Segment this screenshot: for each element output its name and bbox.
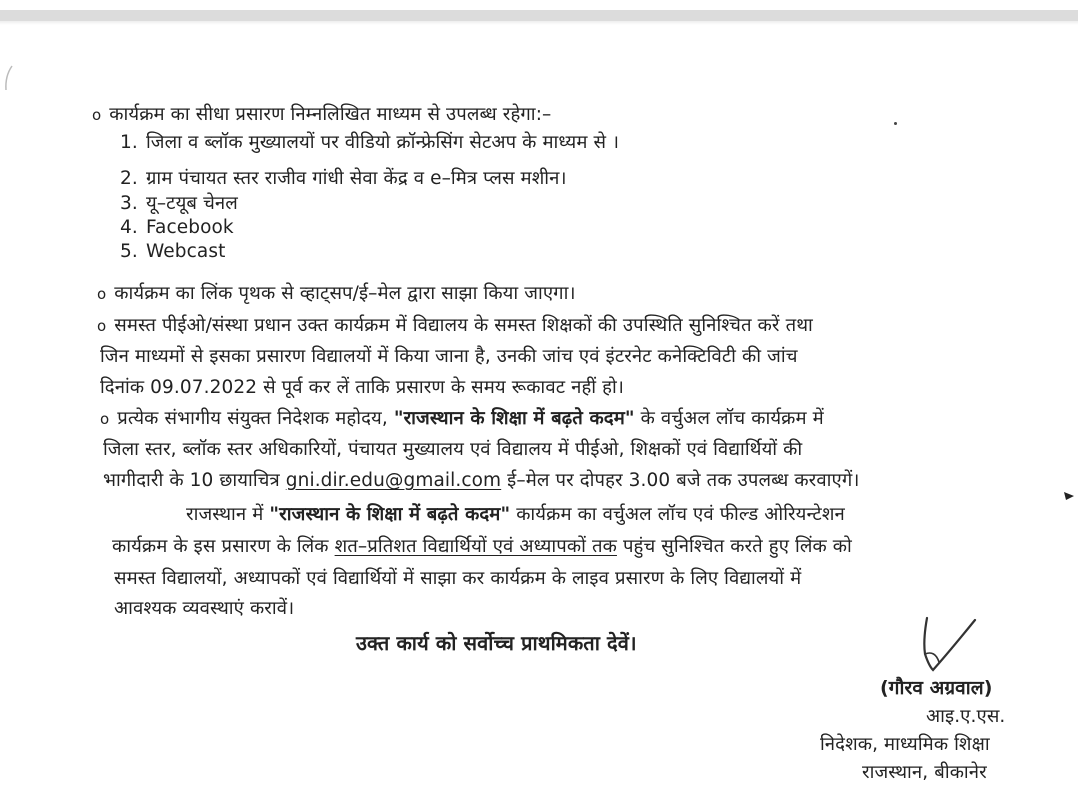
para-text1b: कार्यक्रम का वर्चुअल लॉच एवं फील्ड ओरियन्टेशन	[516, 504, 845, 525]
para-line2	[112, 535, 852, 559]
edge-arrow-mark	[1062, 490, 1076, 506]
para-line1	[186, 503, 845, 527]
list-number: 1.	[120, 132, 138, 153]
bullet-jd-line2: जिला स्तर, ब्लॉक स्तर अधिकारियों, पंचायत मुख्यालय एवं विद्यालय में पीईओ, शिक्षकों एवं विद्यार्थियों की	[103, 439, 803, 460]
bullet-pei-line3: दिनांक 09.07.2022 से पूर्व कर लें ताकि प्रसारण के समय रूकावट नहीं हो।	[100, 377, 624, 398]
list-text: यू–टयूब चेनल	[146, 193, 238, 214]
list-item	[120, 131, 619, 155]
signatory-service: आइ.ए.एस.	[926, 706, 1006, 727]
list-text: Webcast	[146, 241, 226, 262]
bullet-link-text: कार्यक्रम का लिंक पृथक से व्हाट्सप/ई–मेल द्वारा साझा किया जाएगा।	[114, 283, 576, 304]
priority-note: उक्त कार्य को सर्वोच्च प्राथमिकता देवें।	[356, 631, 637, 655]
bullet-mark: o	[97, 285, 107, 303]
list-number: 3.	[120, 193, 138, 214]
list-number: 5.	[120, 241, 138, 262]
bullet-pei-line1	[97, 314, 813, 338]
campaign-title: "राजस्थान के शिक्षा में बढ़ते कदम"	[393, 408, 635, 429]
list-text: ग्राम पंचायत स्तर राजीव गांधी सेवा केंद्र व e–मित्र प्लस मशीन।	[146, 168, 567, 189]
bullet-jd-line1	[100, 407, 824, 431]
ink-dot	[894, 122, 897, 125]
bullet-jd-text3b: ई–मेल पर दोपहर 3.00 बजे तक उपलब्ध करवाएगें।	[507, 470, 860, 491]
bullet-jd-text3a: भागीदारी के 10 छायाचित्र	[103, 470, 280, 491]
list-item	[120, 167, 567, 191]
intro-text: कार्यक्रम का सीधा प्रसारण निम्नलिखित माध्यम से उपलब्ध रहेगा:–	[109, 104, 552, 125]
page-crease-mark	[2, 64, 14, 92]
list-item	[120, 240, 225, 264]
list-item	[120, 216, 234, 240]
bullet-jd-line3	[103, 469, 859, 493]
para-line3: समस्त विद्यालयों, अध्यापकों एवं विद्यार्थियों में साझा कर कार्यक्रम के लाइव प्रसारण के लिए विद्यालयों में	[114, 568, 802, 589]
bullet-pei-line2: जिन माध्यमों से इसका प्रसारण विद्यालयों में किया जाना है, उनकी जांच एवं इंटरनेट कनेक्टिविटी की जांच	[100, 346, 798, 367]
bullet-mark: o	[100, 410, 110, 428]
bullet-mark: o	[92, 106, 102, 124]
bullet-jd-text1a: प्रत्येक संभागीय संयुक्त निदेशक महोदय,	[117, 408, 388, 429]
intro-line	[92, 103, 551, 127]
signatory-name: (गौरव अग्रवाल)	[880, 677, 993, 699]
para-text1a: राजस्थान में	[186, 504, 264, 525]
bullet-mark: o	[97, 317, 107, 335]
list-item	[120, 192, 238, 216]
para-text2b: पहुंच सुनिश्चित करते हुए लिंक को	[622, 536, 852, 557]
email-address: gni.dir.edu@gmail.com	[285, 470, 502, 491]
para-line4: आवश्यक व्यवस्थाएं करावें।	[114, 598, 295, 619]
list-text: Facebook	[146, 217, 234, 238]
handwritten-signature	[905, 610, 995, 680]
signatory-designation: निदेशक, माध्यमिक शिक्षा	[820, 734, 990, 755]
page-edge-shadow	[0, 21, 1078, 25]
list-number: 2.	[120, 168, 138, 189]
list-text: जिला व ब्लॉक मुख्यालयों पर वीडियो क्रॉन्फ्रेसिंग सेटअप के माध्यम से ।	[146, 132, 620, 153]
para-underlined-text: शत–प्रतिशत विद्यार्थियों एवं अध्यापकों तक	[334, 536, 617, 557]
screen-top-border	[0, 10, 1078, 21]
campaign-title: "राजस्थान के शिक्षा में बढ़ते कदम"	[269, 504, 511, 525]
bullet-pei-text1: समस्त पीईओ/संस्था प्रधान उक्त कार्यक्रम में विद्यालय के समस्त शिक्षकों की उपस्थिति सुनिश्चित करें तथा	[114, 315, 813, 336]
list-number: 4.	[120, 217, 138, 238]
bullet-jd-text1b: के वर्चुअल लॉच कार्यक्रम में	[640, 408, 824, 429]
bullet-link-line	[97, 282, 576, 306]
signatory-office: राजस्थान, बीकानेर	[862, 762, 987, 783]
para-text2a: कार्यक्रम के इस प्रसारण के लिंक	[112, 536, 329, 557]
